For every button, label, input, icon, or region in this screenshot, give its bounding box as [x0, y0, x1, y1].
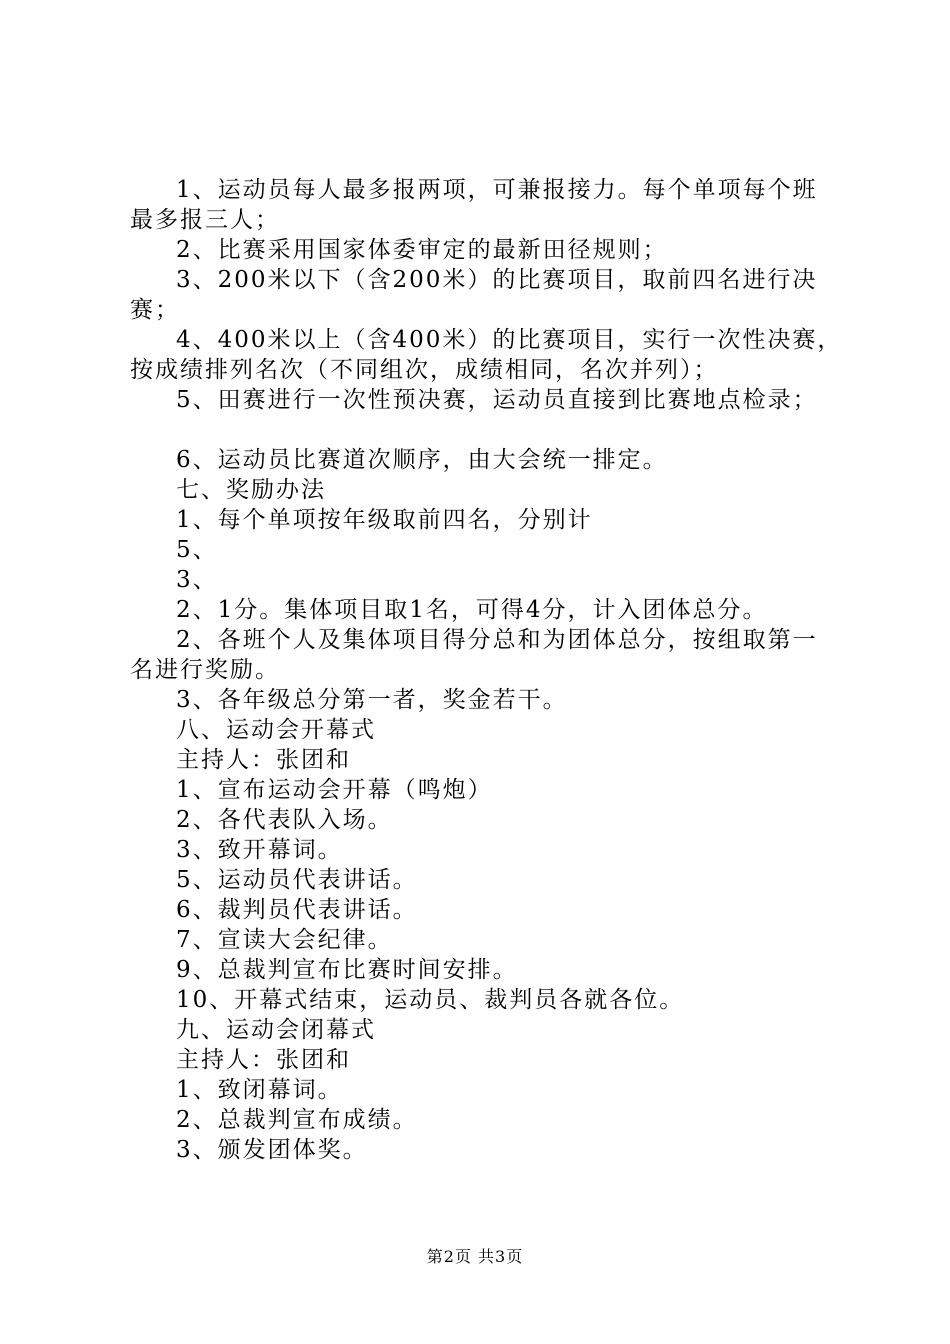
paragraph: 3、颁发团体奖。 — [176, 1137, 368, 1163]
page-footer — [0, 1244, 950, 1267]
section-heading: 八、运动会开幕式 — [176, 717, 376, 743]
paragraph: 按成绩排列名次（不同组次，成绩相同，名次并列）； — [130, 357, 719, 383]
paragraph: 2、总裁判宣布成绩。 — [176, 1107, 418, 1133]
paragraph: 最多报三人； — [130, 207, 280, 233]
page-number-label: 第2页 共3页 — [426, 1247, 524, 1266]
paragraph: 4、400米以上（含400米）的比赛项目，实行一次性决赛， — [176, 327, 843, 353]
paragraph: 7、宣读大会纪律。 — [176, 927, 393, 953]
paragraph: 2、各代表队入场。 — [176, 807, 393, 833]
paragraph: 10、开幕式结束，运动员、裁判员各就各位。 — [176, 987, 685, 1013]
paragraph: 6、运动员比赛道次顺序，由大会统一排定。 — [176, 447, 668, 473]
paragraph: 2、比赛采用国家体委审定的最新田径规则； — [176, 237, 668, 263]
paragraph: 1、每个单项按年级取前四名，分别计 — [176, 507, 593, 533]
paragraph: 1、致闭幕词。 — [176, 1077, 343, 1103]
paragraph: 2、各班个人及集体项目得分总和为团体总分，按组取第一 — [176, 627, 818, 653]
paragraph: 2、1分。集体项目取1名，可得4分，计入团体总分。 — [176, 597, 768, 623]
paragraph: 主持人：张团和 — [176, 1047, 351, 1073]
paragraph: 5、 — [176, 537, 218, 563]
paragraph: 名进行奖励。 — [130, 657, 280, 683]
section-heading: 七、奖励办法 — [176, 477, 326, 503]
paragraph: 9、总裁判宣布比赛时间安排。 — [176, 957, 518, 983]
paragraph: 3、 — [176, 567, 218, 593]
paragraph: 1、运动员每人最多报两项，可兼报接力。每个单项每个班 — [176, 177, 818, 203]
paragraph: 1、宣布运动会开幕（鸣炮） — [176, 777, 493, 803]
paragraph: 3、致开幕词。 — [176, 837, 343, 863]
section-heading: 九、运动会闭幕式 — [176, 1017, 376, 1043]
paragraph: 6、裁判员代表讲话。 — [176, 897, 418, 923]
paragraph-spacer — [130, 415, 840, 445]
document-body — [130, 175, 843, 1165]
paragraph: 5、田赛进行一次性预决赛，运动员直接到比赛地点检录； — [176, 387, 818, 413]
paragraph: 3、200米以下（含200米）的比赛项目，取前四名进行决 — [176, 267, 818, 293]
paragraph: 主持人：张团和 — [176, 747, 351, 773]
paragraph: 5、运动员代表讲话。 — [176, 867, 418, 893]
paragraph: 赛； — [130, 297, 180, 323]
paragraph: 3、各年级总分第一者，奖金若干。 — [176, 687, 568, 713]
